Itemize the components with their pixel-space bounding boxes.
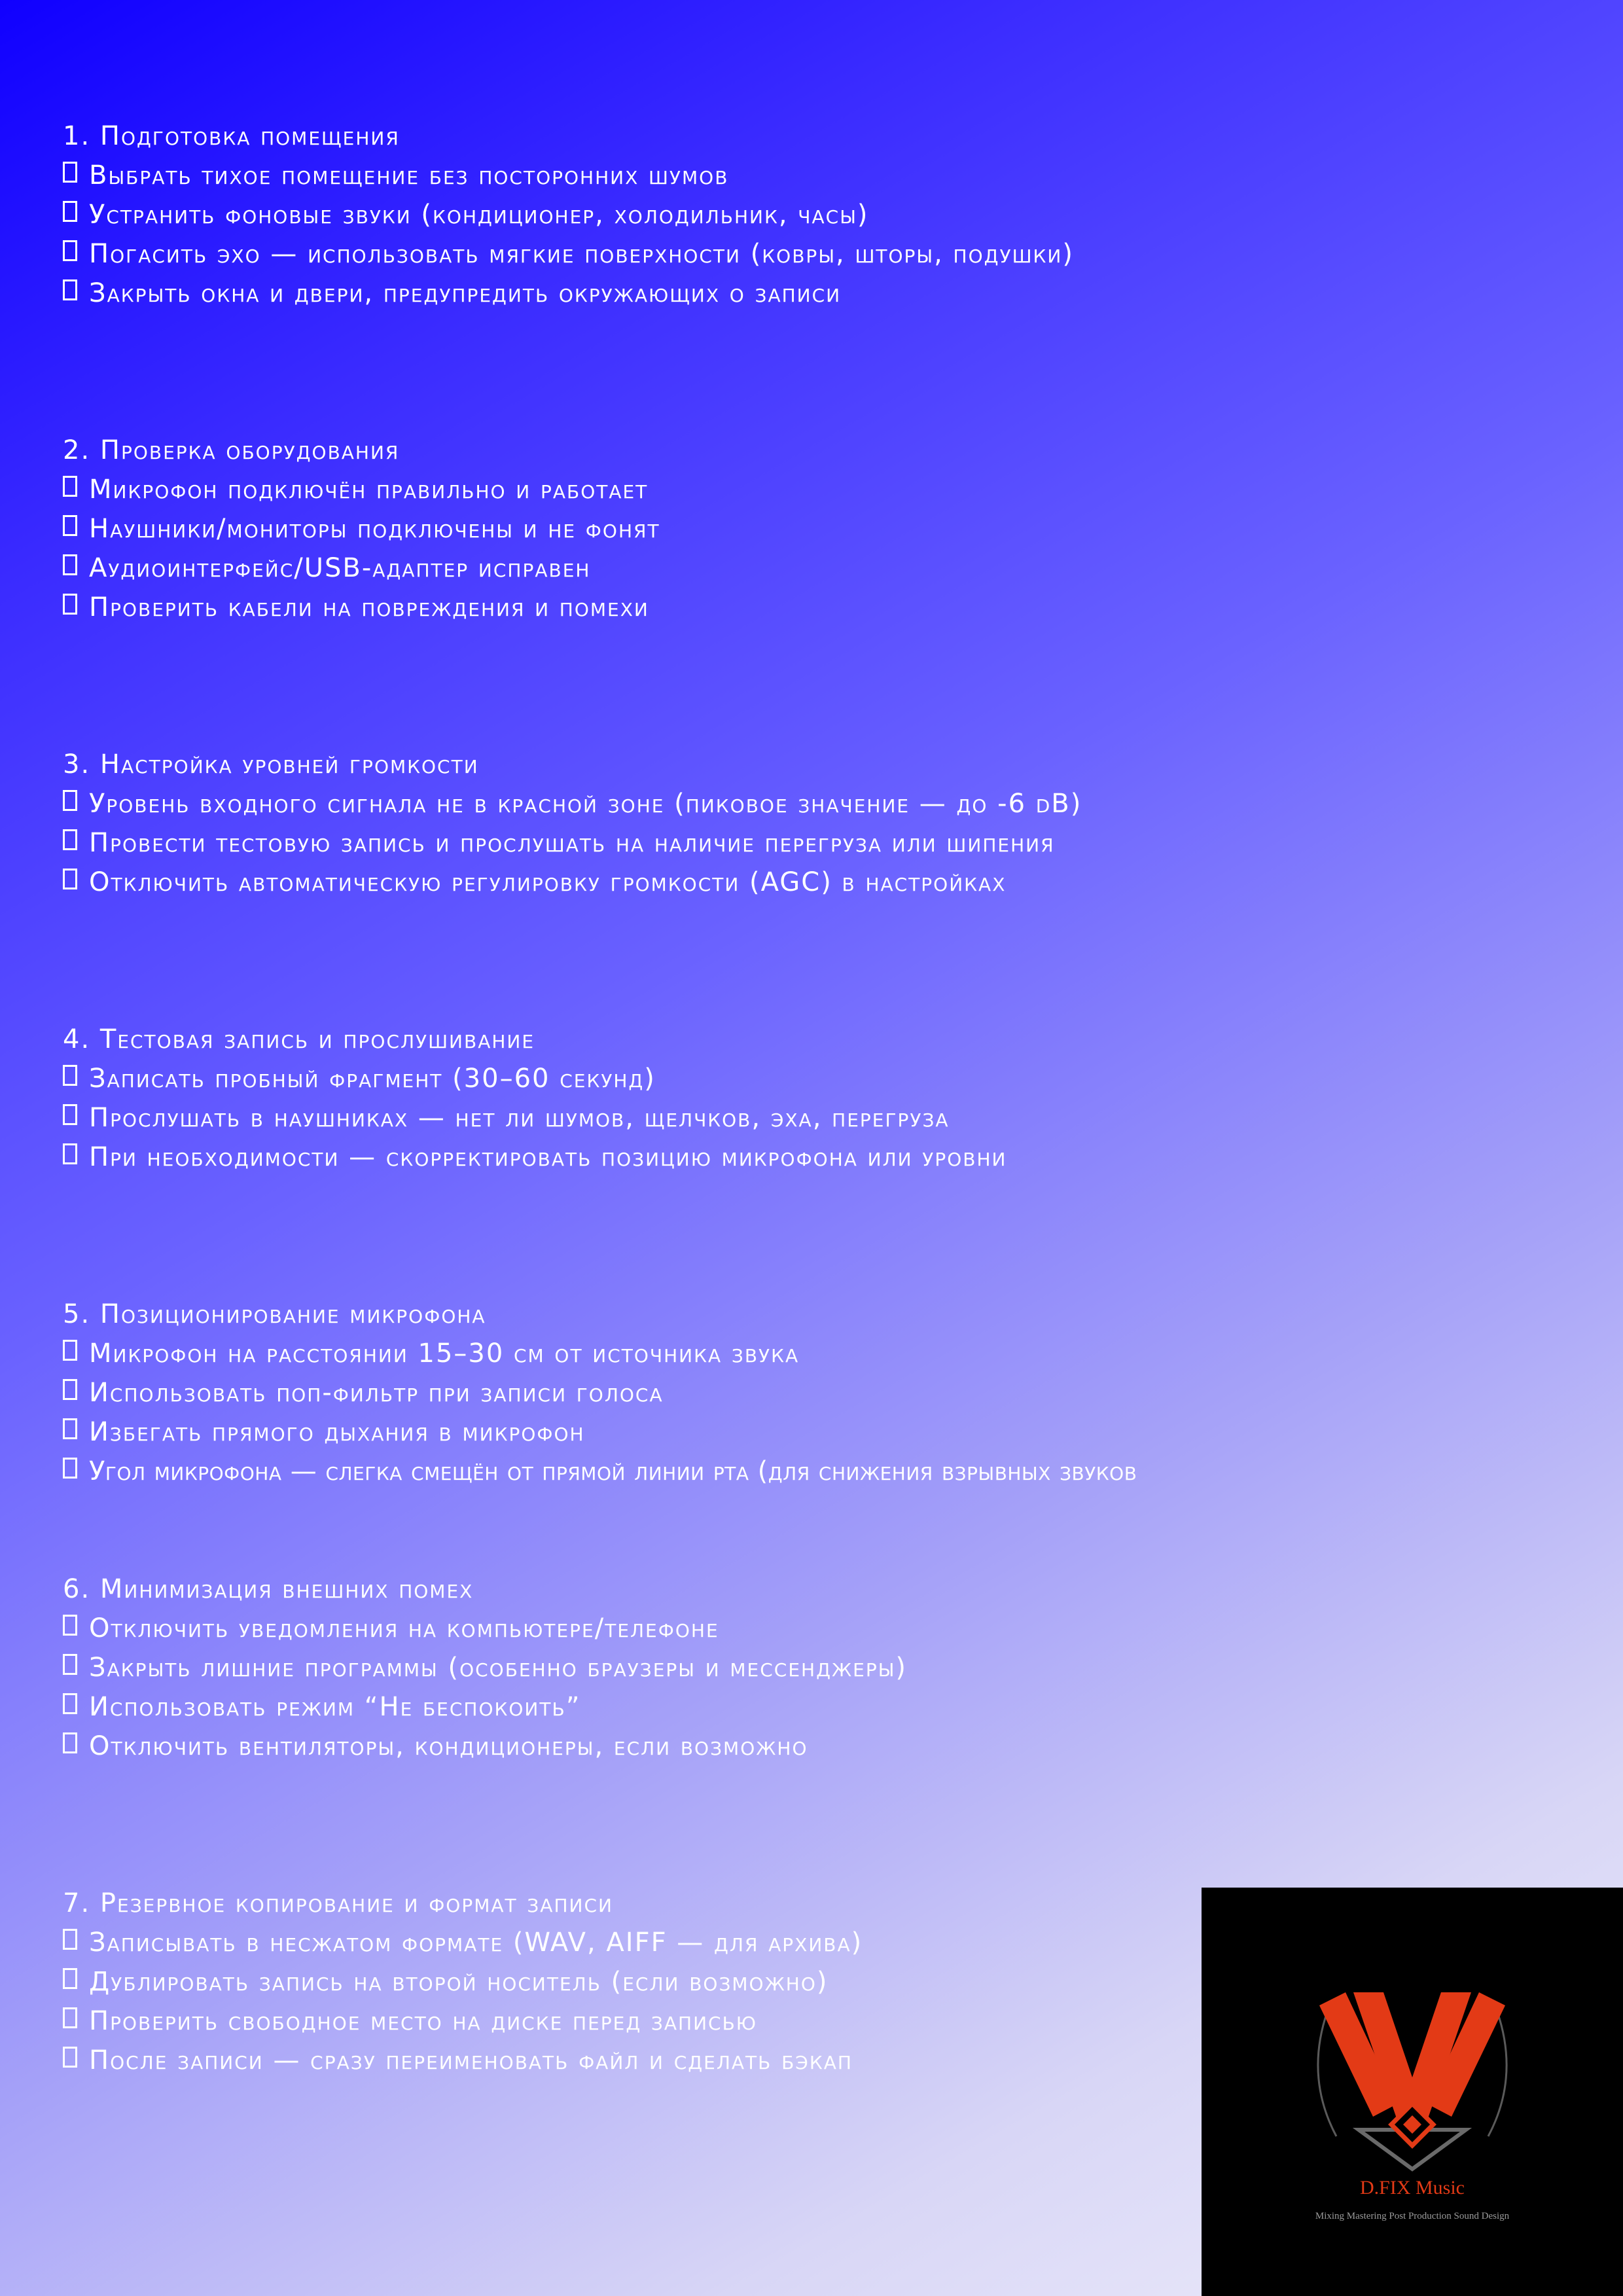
item-text: Проверить кабели на повреждения и помехи	[89, 592, 649, 622]
checklist-item	[63, 784, 1620, 823]
section-2	[63, 431, 1620, 627]
item-text: Выбрать тихое помещение без посторонних шумов	[89, 160, 729, 190]
item-text: Записывать в несжатом формате (WAV, AIFF — для архива)	[89, 1928, 863, 1958]
checkbox-icon[interactable]	[63, 279, 77, 300]
item-text: Отключить автоматическую регулировку громкости (AGC) в настройках	[89, 867, 1007, 897]
checklist-item	[63, 548, 1620, 588]
item-text: Аудиоинтерфейс/USB-адаптер исправен	[89, 553, 591, 583]
checklist-item	[63, 1452, 1620, 1491]
checkbox-icon[interactable]	[63, 162, 77, 183]
checkbox-icon[interactable]	[63, 1104, 77, 1125]
item-text: Использовать режим “Не беспокоить”	[89, 1692, 581, 1722]
checkbox-icon[interactable]	[63, 1340, 77, 1361]
checklist-item	[63, 1373, 1620, 1412]
checklist-item	[63, 1334, 1620, 1373]
checkbox-icon[interactable]	[63, 1458, 77, 1479]
section-title: 6. Минимизация внешних помех	[63, 1574, 474, 1604]
checkbox-icon[interactable]	[63, 594, 77, 615]
checkbox-icon[interactable]	[63, 2007, 77, 2028]
checklist-item	[63, 588, 1620, 627]
checklist-item	[63, 1687, 1620, 1727]
checkbox-icon[interactable]	[63, 240, 77, 261]
section-3	[63, 745, 1620, 902]
section-title: 2. Проверка оборудования	[63, 435, 400, 465]
checklist-item	[63, 274, 1620, 313]
item-text: Избегать прямого дыхания в микрофон	[89, 1417, 585, 1447]
checkbox-icon[interactable]	[63, 476, 77, 497]
brand-logo-card	[1202, 1888, 1623, 2296]
checkbox-icon[interactable]	[63, 829, 77, 850]
item-text: Микрофон подключён правильно и работает	[89, 475, 649, 505]
checkbox-icon[interactable]	[63, 1065, 77, 1086]
checkbox-icon[interactable]	[63, 1379, 77, 1400]
item-text: Погасить эхо — использовать мягкие поверхности (ковры, шторы, подушки)	[89, 239, 1074, 269]
item-text: При необходимости — скорректировать позицию микрофона или уровни	[89, 1142, 1007, 1172]
item-text: Дублировать запись на второй носитель (если возможно)	[89, 1967, 829, 1997]
item-text: Отключить уведомления на компьютере/телефоне	[89, 1613, 719, 1643]
item-text: Угол микрофона — слегка смещён от прямой линии рта (для снижения взрывных звуков	[89, 1456, 1137, 1486]
section-title: 7. Резервное копирование и формат записи	[63, 1888, 613, 1918]
checklist-item	[63, 1648, 1620, 1687]
section-4	[63, 1020, 1620, 1177]
checklist-item	[63, 1059, 1620, 1098]
checkbox-icon[interactable]	[63, 1968, 77, 1989]
checkbox-icon[interactable]	[63, 1693, 77, 1714]
checkbox-icon[interactable]	[63, 201, 77, 222]
checkbox-icon[interactable]	[63, 515, 77, 536]
item-text: Закрыть лишние программы (особенно браузеры и мессенджеры)	[89, 1653, 908, 1683]
checklist-item	[63, 234, 1620, 274]
checkbox-icon[interactable]	[63, 1929, 77, 1950]
checklist-item	[63, 156, 1620, 195]
section-title: 3. Настройка уровней громкости	[63, 749, 479, 780]
item-text: Микрофон на расстоянии 15–30 см от источника звука	[89, 1338, 800, 1369]
checkbox-icon[interactable]	[63, 1654, 77, 1675]
section-title: 4. Тестовая запись и прослушивание	[63, 1024, 535, 1054]
section-title: 5. Позиционирование микрофона	[63, 1299, 486, 1329]
section-title: 1. Подготовка помещения	[63, 121, 400, 151]
checkbox-icon[interactable]	[63, 2047, 77, 2068]
section-1	[63, 117, 1620, 313]
item-text: Прослушать в наушниках — нет ли шумов, щелчков, эха, перегруза	[89, 1103, 950, 1133]
checkbox-icon[interactable]	[63, 1615, 77, 1636]
item-text: Закрыть окна и двери, предупредить окружающих о записи	[89, 278, 842, 308]
section-5	[63, 1295, 1620, 1491]
checklist-item	[63, 823, 1620, 863]
item-text: Отключить вентиляторы, кондиционеры, если возможно	[89, 1731, 808, 1761]
item-text: Наушники/мониторы подключены и не фонят	[89, 514, 660, 544]
section-6	[63, 1570, 1620, 1766]
checkbox-icon[interactable]	[63, 869, 77, 889]
checkbox-icon[interactable]	[63, 790, 77, 811]
checklist-item	[63, 195, 1620, 234]
item-text: Использовать поп-фильтр при записи голоса	[89, 1378, 664, 1408]
item-text: После записи — сразу переименовать файл и сделать бэкап	[89, 2045, 853, 2075]
dfix-logo-icon	[1202, 1888, 1623, 2296]
checklist-item	[63, 863, 1620, 902]
checklist-item	[63, 1727, 1620, 1766]
item-text: Записать пробный фрагмент (30–60 секунд)	[89, 1064, 656, 1094]
checkbox-icon[interactable]	[63, 554, 77, 575]
item-text: Уровень входного сигнала не в красной зоне (пиковое значение — до -6 dB)	[89, 789, 1082, 819]
checkbox-icon[interactable]	[63, 1143, 77, 1164]
brand-name: D.FIX Music	[1359, 2177, 1465, 2198]
item-text: Проверить свободное место на диске перед записью	[89, 2006, 758, 2036]
checklist-item	[63, 1098, 1620, 1138]
checklist-item	[63, 1412, 1620, 1452]
item-text: Провести тестовую запись и прослушать на наличие перегруза или шипения	[89, 828, 1055, 858]
checkbox-icon[interactable]	[63, 1732, 77, 1753]
item-text: Устранить фоновые звуки (кондиционер, холодильник, часы)	[89, 200, 869, 230]
checklist-item	[63, 470, 1620, 509]
brand-tagline: Mixing Mastering Post Production Sound Design	[1315, 2211, 1510, 2221]
checklist-item	[63, 509, 1620, 548]
checkbox-icon[interactable]	[63, 1418, 77, 1439]
checklist-item	[63, 1138, 1620, 1177]
checklist-item	[63, 1609, 1620, 1648]
